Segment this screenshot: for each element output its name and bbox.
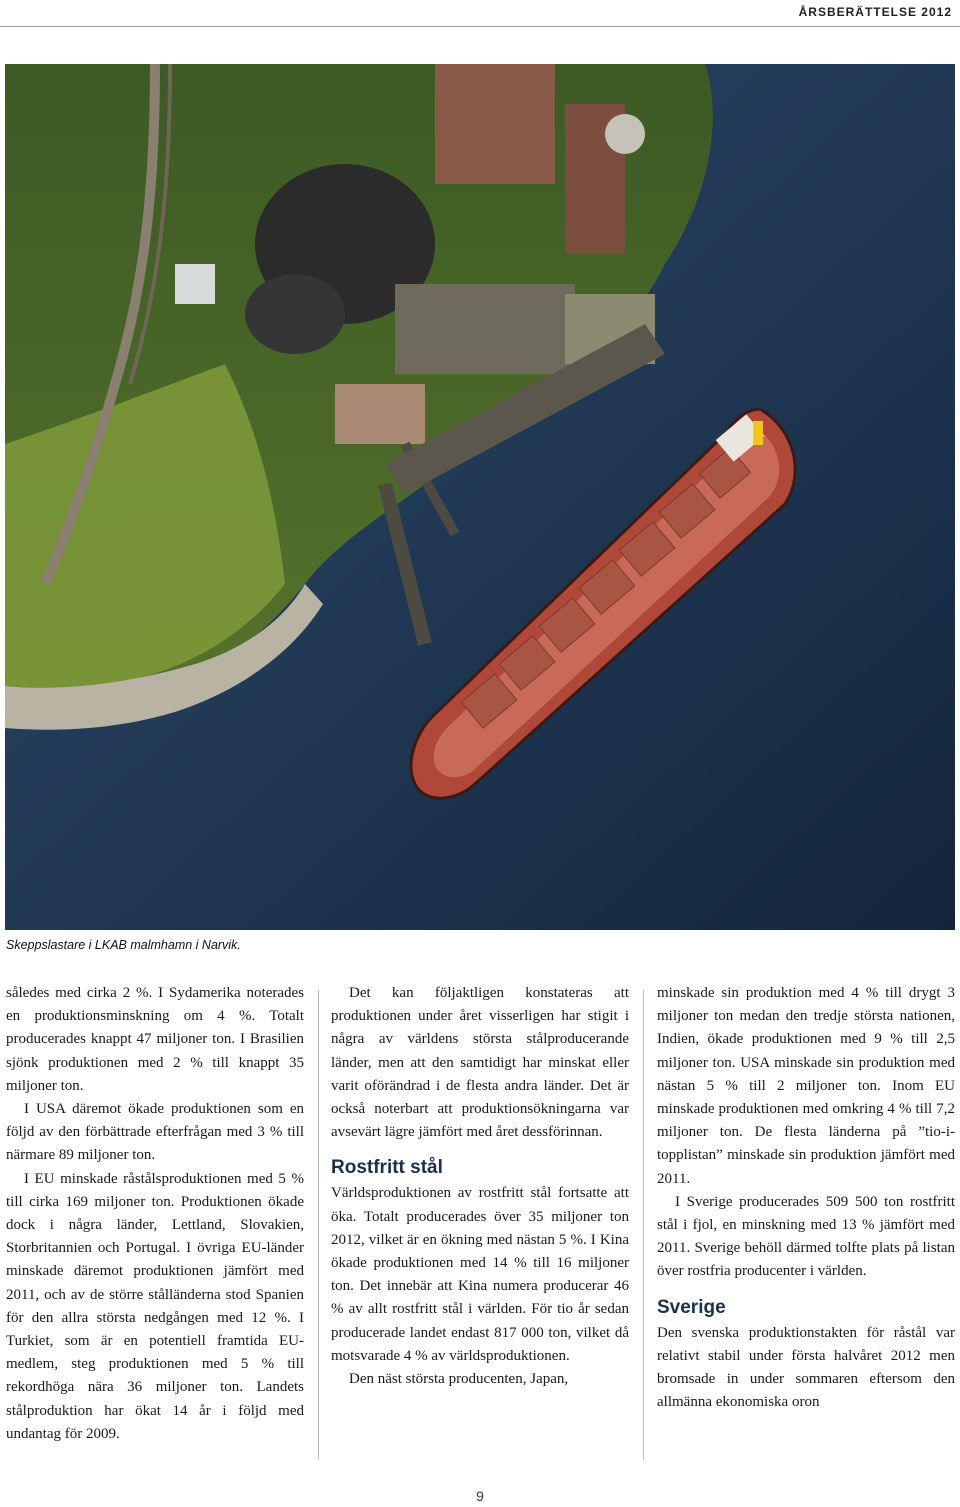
text-column-2: [331, 982, 629, 1391]
running-header: ÅRSBERÄTTELSE 2012: [798, 5, 952, 19]
plant-building: [435, 64, 555, 184]
silo: [605, 114, 645, 154]
section-heading-rostfritt-stal: Rostfritt stål: [331, 1157, 443, 1179]
plant-building: [395, 284, 575, 374]
paragraph: Den näst största producenten, Japan,: [349, 1371, 569, 1388]
paragraph: I EU minskade råstålsproduktionen med 5 % till cirka 169 miljoner ton. Produktionen ökade dock i några länder, Lettland, Slovakien, Storbritannien och Portugal. I övriga EU-länder minskade däremot produktionen jämfört med 2011, och av de större stålländerna stod Spanien för den allra största nedgången med 12 %. I Turkiet, som är en potentiell framtida EU-medlem, steg produktionen med 5 % till rekordhöga nära 36 miljoner ton. Landets stålproduktion har ökat 14 år i följd med undantag för 2009.: [6, 1170, 304, 1442]
text-column-1: [6, 982, 304, 1446]
harbor-photo-illustration: [5, 64, 955, 930]
paragraph: Världsproduktionen av rostfritt stål fortsatte att öka. Totalt producerades över 35 miljoner ton 2012, vilket är en ökning med nästan 5 %. I Kina ökade produktionen med 14 % till 16 miljoner ton. Det innebär att Kina numera producerar 46 % av allt rostfritt stål i världen. För tio år sedan producerade landet endast 817 000 ton, vilket då motsvarade 4 % av världsproduktionen.: [331, 1185, 629, 1364]
harbor-photo: [5, 64, 955, 930]
paragraph: Den svenska produktionstakten för råstål var relativt stabil under första halvåret 2012 men bromsade in under sommaren eftersom den allmänna ekonomiska oron: [657, 1324, 955, 1411]
page-number: 9: [476, 1488, 484, 1504]
column-divider: [318, 990, 319, 1460]
paragraph: minskade sin produktion med 4 % till drygt 3 miljoner ton medan den tredje största nationen, Indien, ökade produktionen med 9 % till 2,5 miljoner ton. USA minskade sin produktion med nästan 5 % till 2 miljoner ton. Inom EU minskade produktionen med omkring 4 % till 7,2 miljoner ton. De flesta länderna på ”tio-i-topplistan” minskade sin produktion jämfört med 2011.: [657, 985, 955, 1187]
header-rule: [0, 26, 960, 27]
paragraph: således med cirka 2 %. I Sydamerika noterades en produktionsminskning om 4 %. Totalt producerades knappt 47 miljoner ton. I Brasilien sjönk produktionen med 2 % till knappt 35 miljoner ton.: [6, 985, 304, 1094]
paragraph: I Sverige producerades 509 500 ton rostfritt stål i fjol, en minskning med 13 % jämfört med 2011. Sverige behöll därmed tolfte plats på listan över rostfria producenter i världen.: [657, 1193, 955, 1280]
section-heading-sverige: Sverige: [657, 1296, 726, 1318]
paragraph: I USA däremot ökade produktionen som en följd av den förbättrade efterfrågan med 3 % till närmare 89 miljoner ton.: [6, 1101, 304, 1164]
column-divider: [643, 990, 644, 1460]
paragraph: Det kan följaktligen konstateras att produktionen under året visserligen har stigit i några av världens största stålproducerande länder, men att den samtidigt har minskat eller varit oförändrad i de flesta andra länder. Det är också noterbart att produktionsökningarna var avsevärt lägre jämfört med året dessförinnan.: [331, 985, 629, 1141]
text-column-3: [657, 982, 955, 1414]
photo-caption: Skeppslastare i LKAB malmhamn i Narvik.: [6, 938, 241, 952]
